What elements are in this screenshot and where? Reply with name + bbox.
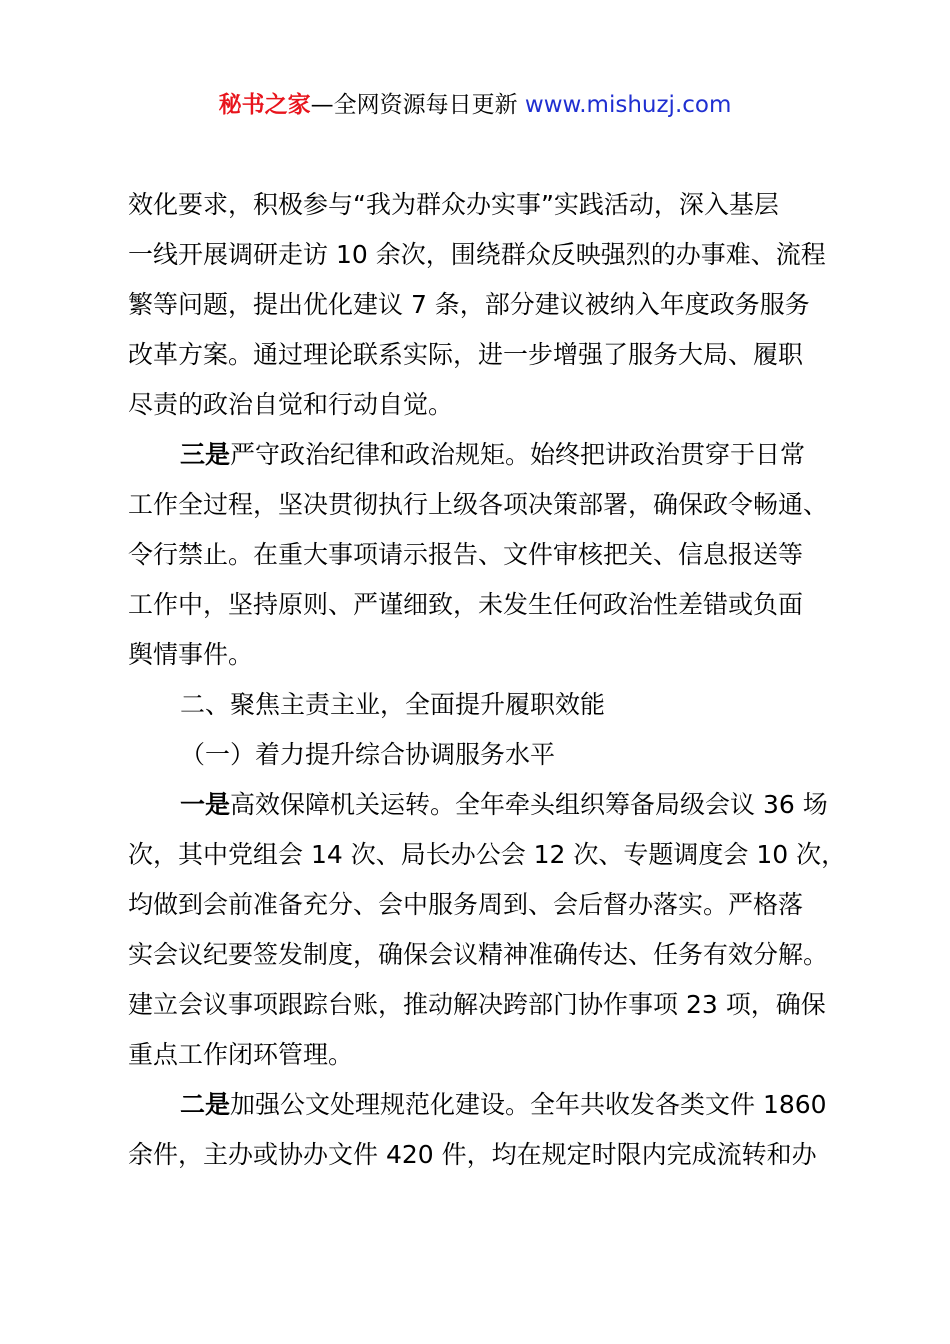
header-tagline: —全网资源每日更新 — [310, 92, 525, 118]
text-line — [128, 230, 838, 280]
text-line — [128, 880, 838, 930]
line-text: 舆情事件。 — [128, 640, 254, 669]
line-text: 工作中，坚持原则、严谨细致，未发生任何政治性差错或负面 — [128, 590, 804, 619]
line-text: 严守政治纪律和政治规矩。始终把讲政治贯穿于日常 — [230, 440, 806, 469]
line-text: （一）着力提升综合协调服务水平 — [180, 740, 556, 769]
text-line — [128, 330, 838, 380]
text-line — [128, 1080, 838, 1130]
document-body — [128, 180, 847, 1180]
line-text: 加强公文处理规范化建设。全年共收发各类文件 1860 — [230, 1090, 827, 1119]
site-url-link[interactable]: www.mishuzj.com — [524, 92, 732, 118]
text-line — [128, 580, 838, 630]
line-text: 重点工作闭环管理。 — [128, 1040, 354, 1069]
text-line — [128, 680, 838, 730]
text-line — [128, 980, 838, 1030]
line-text: 余件，主办或协办文件 420 件，均在规定时限内完成流转和办 — [128, 1140, 817, 1169]
text-line — [128, 780, 838, 830]
text-line — [128, 480, 838, 530]
line-text: 建立会议事项跟踪台账，推动解决跨部门协作事项 23 项，确保 — [128, 990, 826, 1019]
site-header — [0, 88, 950, 122]
text-line — [128, 280, 838, 330]
line-text: 二、聚焦主责主业，全面提升履职效能 — [180, 690, 606, 719]
paragraph-lead: 三是 — [180, 440, 231, 469]
line-text: 实会议纪要签发制度，确保会议精神准确传达、任务有效分解。 — [128, 940, 829, 969]
text-line — [128, 1030, 838, 1080]
text-line — [128, 180, 838, 230]
paragraph-lead: 二是 — [180, 1090, 231, 1119]
text-line — [128, 430, 838, 480]
paragraph-lead: 一是 — [180, 790, 231, 819]
text-line — [128, 1130, 838, 1180]
line-text: 效化要求，积极参与“我为群众办实事”实践活动，深入基层 — [128, 190, 779, 219]
line-text: 尽责的政治自觉和行动自觉。 — [128, 390, 454, 419]
text-line — [128, 930, 838, 980]
line-text: 次，其中党组会 14 次、局长办公会 12 次、专题调度会 10 次， — [128, 840, 847, 869]
brand-name: 秘书之家 — [218, 92, 311, 118]
line-text: 工作全过程，坚决贯彻执行上级各项决策部署，确保政令畅通、 — [128, 490, 829, 519]
line-text: 一线开展调研走访 10 余次，围绕群众反映强烈的办事难、流程 — [128, 240, 826, 269]
text-line — [128, 730, 838, 780]
text-line — [128, 630, 838, 680]
line-text: 高效保障机关运转。全年牵头组织筹备局级会议 36 场 — [230, 790, 828, 819]
line-text: 均做到会前准备充分、会中服务周到、会后督办落实。严格落 — [128, 890, 804, 919]
line-text: 繁等问题，提出优化建议 7 条，部分建议被纳入年度政务服务 — [128, 290, 810, 319]
text-line — [128, 830, 847, 880]
line-text: 改革方案。通过理论联系实际，进一步增强了服务大局、履职 — [128, 340, 804, 369]
line-text: 令行禁止。在重大事项请示报告、文件审核把关、信息报送等 — [128, 540, 804, 569]
text-line — [128, 530, 838, 580]
text-line — [128, 380, 838, 430]
